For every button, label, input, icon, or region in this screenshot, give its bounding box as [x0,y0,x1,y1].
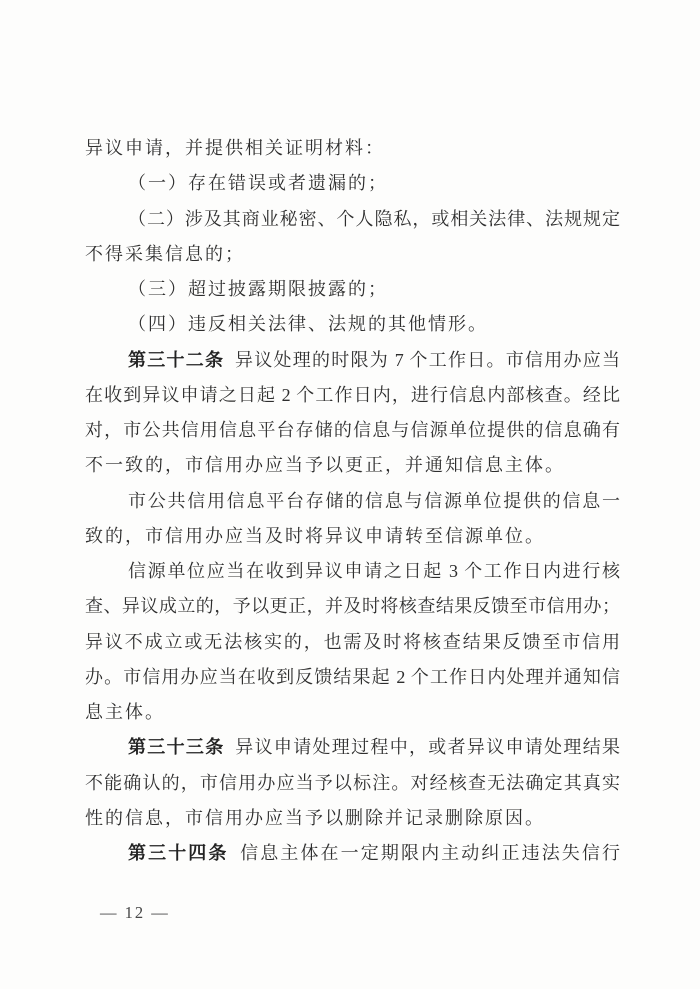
text-segment: 异议申请，并提供相关证明材料： [85,138,385,158]
text-line [85,625,620,660]
text-segment: （四）违反相关法律、法规的其他情形。 [128,314,488,335]
page-number: — 12 — [100,903,170,922]
text-segment: 查、异议成立的，予以更正，并及时将核查结果反馈至市信用办； [85,596,620,617]
text-line [85,413,620,448]
text-line [85,589,620,624]
text-segment: 异议申请处理过程中，或者异议申请处理结果 [229,737,620,758]
text-line [85,801,620,836]
document-body [85,131,620,871]
text-segment: 办。市信用办应当在收到反馈结果起 2 个工作日内处理并通知信 [85,666,620,687]
text-segment: 不一致的，市信用办应当予以更正，并通知信息主体。 [85,455,565,476]
text-segment: 信源单位应当在收到异议申请之日起 3 个工作日内进行核 [128,561,620,581]
text-segment: 不得采集信息的； [85,243,245,264]
text-line [85,766,620,801]
text-line [85,272,620,307]
article-number: 第三十四条 [128,843,229,863]
text-line [85,202,620,237]
text-segment: 息主体。 [85,702,165,722]
text-line [85,131,620,166]
text-segment: 不能确认的，市信用办应当予以标注。对经核查无法确定其真实 [85,772,620,793]
text-segment: 异议不成立或无法核实的，也需及时将核查结果反馈至市信用 [85,631,620,652]
text-segment: （二）涉及其商业秘密、个人隐私，或相关法律、法规规定 [128,208,620,229]
text-segment: （一）存在错误或者遗漏的； [128,173,388,194]
text-line [85,448,620,483]
text-segment: 致的，市信用办应当及时将异议申请转至信源单位。 [85,525,545,546]
text-segment: 对，市公共信用信息平台存储的信息与信源单位提供的信息确有 [85,420,620,440]
text-segment: 在收到异议申请之日起 2 个工作日内，进行信息内部核查。经比 [85,384,620,405]
text-line [85,519,620,554]
text-line [85,695,620,730]
text-segment: 市公共信用信息平台存储的信息与信源单位提供的信息一 [128,490,620,511]
text-segment: 性的信息，市信用办应当予以删除并记录删除原因。 [85,807,545,828]
text-line [85,343,620,378]
article-number: 第三十二条 [128,349,225,370]
text-line [85,166,620,201]
text-line [85,484,620,519]
text-line [85,237,620,272]
text-line [85,730,620,765]
text-line [85,554,620,589]
text-line [85,660,620,695]
text-line [85,378,620,413]
article-number: 第三十三条 [128,737,225,758]
text-segment: 信息主体在一定期限内主动纠正违法失信行 [233,843,620,863]
text-segment: （三）超过披露期限披露的； [128,279,388,299]
text-line [85,307,620,342]
text-line [85,836,620,871]
text-segment: 异议处理的时限为 7 个工作日。市信用办应当 [229,349,620,370]
